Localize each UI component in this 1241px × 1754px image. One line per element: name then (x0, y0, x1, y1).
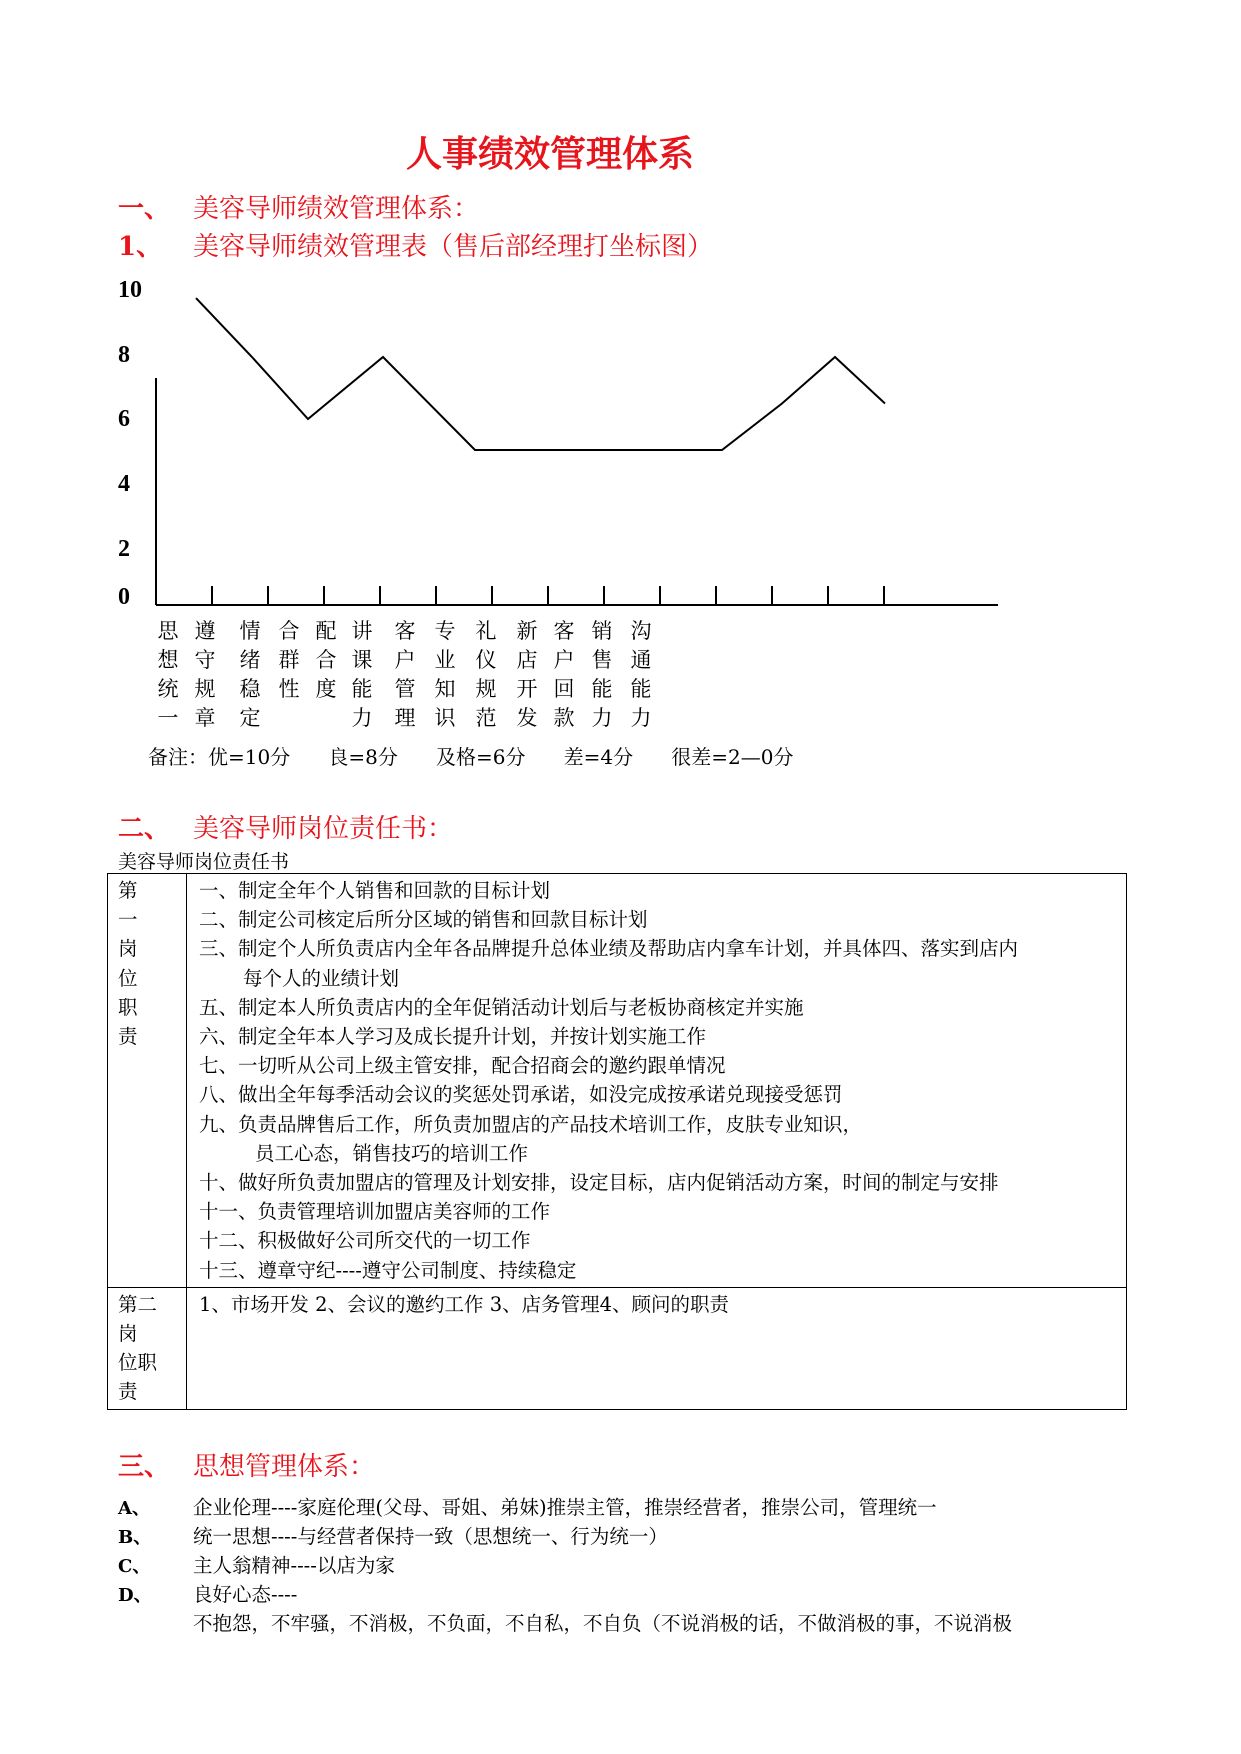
table-row (108, 1287, 1127, 1409)
section-3-number: 三、 (118, 1452, 171, 1482)
section-1-number: 一、 (118, 194, 171, 224)
x-tick-label (626, 617, 656, 733)
x-tick-label-char (274, 704, 304, 733)
x-tick-label-char: 力 (591, 706, 613, 730)
duty-item: 每个人的业绩计划 (243, 966, 400, 990)
row1-label-char: 第 (118, 879, 138, 902)
list-item-continuation: 不抱怨，不牢骚，不消极，不负面，不自私，不自负（不说消极的话，不做消极的事，不说消极 (193, 1612, 1013, 1635)
list-item-letter: D、 (118, 1585, 152, 1606)
y-tick-label: 0 (118, 584, 130, 610)
x-tick-label-char: 稳 (239, 677, 261, 701)
x-tick-label-char: 章 (194, 706, 216, 730)
x-tick-label-char: 一 (157, 706, 179, 730)
x-tick-label-char: 统 (157, 677, 179, 701)
x-tick-label-char: 客 (553, 619, 575, 643)
y-tick-label: 10 (118, 277, 142, 303)
x-tick-label-char: 款 (553, 706, 575, 730)
x-tick-label-char: 定 (239, 706, 261, 730)
x-tick-label (587, 617, 617, 733)
section-1-sub-title: 美容导师绩效管理表（售后部经理打坐标图） (193, 232, 714, 262)
duty-item: 十二、积极做好公司所交代的一切工作 (199, 1229, 531, 1253)
list-item (118, 1521, 668, 1549)
y-tick-label: 4 (118, 471, 130, 497)
x-tick-label (311, 617, 341, 733)
x-tick-label (153, 617, 183, 733)
y-tick-label: 2 (118, 536, 130, 562)
x-tick-label-char: 规 (475, 677, 497, 701)
x-tick-label-char: 通 (630, 648, 652, 672)
x-tick-label-char: 绪 (239, 648, 261, 672)
list-item-text: 统一思想----与经营者保持一致（思想统一、行为统一） (193, 1525, 668, 1548)
page-title: 人事绩效管理体系 (405, 133, 694, 175)
x-tick-label-char: 能 (591, 677, 613, 701)
duty-item: 九、负责品牌售后工作，所负责加盟店的产品技术培训工作，皮肤专业知识， (199, 1112, 863, 1136)
x-tick-label-char: 群 (278, 648, 300, 672)
x-tick-label-char: 发 (516, 706, 538, 730)
x-tick-label (235, 617, 265, 733)
x-tick-label-char: 户 (394, 648, 416, 672)
y-tick-label: 6 (118, 406, 130, 432)
duty-item: 十三、遵章守纪----遵守公司制度、持续稳定 (199, 1258, 577, 1282)
x-tick-label-char: 售 (591, 648, 613, 672)
x-tick-label-char: 力 (630, 706, 652, 730)
x-tick-label (274, 617, 304, 733)
duty-item: 五、制定本人所负责店内的全年促销活动计划后与老板协商核定并实施 (199, 995, 804, 1019)
x-tick-label-char: 课 (351, 648, 373, 672)
x-tick-label (190, 617, 220, 733)
x-tick-label-char: 度 (315, 677, 337, 701)
duty-item: 员工心态，销售技巧的培训工作 (255, 1141, 529, 1165)
x-tick-label-char: 讲 (351, 619, 373, 643)
x-tick-label (549, 617, 579, 733)
x-tick-label-char: 力 (351, 706, 373, 730)
list-item-letter: C、 (118, 1556, 151, 1577)
section-2-number: 二、 (118, 814, 171, 844)
x-tick-label-char: 思 (157, 619, 179, 643)
x-tick-label-char: 销 (591, 619, 613, 643)
x-tick-label (471, 617, 501, 733)
list-item-letter: B、 (118, 1527, 152, 1548)
x-tick-label-char: 礼 (475, 619, 497, 643)
x-tick-label-char: 遵 (194, 619, 216, 643)
section-3-title: 思想管理体系： (193, 1452, 376, 1482)
x-tick-label-char: 沟 (630, 619, 652, 643)
duty-item: 二、制定公司核定后所分区域的销售和回款目标计划 (199, 908, 648, 932)
row1-label-char: 岗 (118, 937, 138, 961)
x-tick-label-char: 开 (516, 677, 538, 701)
x-tick-label-char: 规 (194, 677, 216, 701)
x-tick-label-char: 范 (475, 706, 497, 730)
x-tick-label-char: 知 (434, 677, 456, 701)
x-tick-label-char: 客 (394, 619, 416, 643)
x-tick-label (512, 617, 542, 733)
section-2-heading (118, 808, 453, 845)
row1-content-cell (187, 874, 1127, 1288)
x-tick-label-char (311, 704, 341, 733)
x-tick-label-char: 新 (516, 619, 538, 643)
list-item-letter: A、 (118, 1498, 150, 1519)
x-tick-label-char: 专 (434, 619, 456, 643)
x-tick-label-char: 识 (434, 706, 456, 730)
x-tick-label (390, 617, 420, 733)
duty-table (107, 873, 1127, 1410)
score-note: 备注：优=10分 良=8分 及格=6分 差=4分 很差=2—0分 (148, 745, 794, 769)
x-tick-label-char: 能 (630, 677, 652, 701)
section-1-sub-number: 1、 (118, 232, 163, 262)
x-tick-label-char: 理 (394, 706, 416, 730)
table-row (108, 874, 1127, 1288)
row1-label-char: 职 (118, 995, 138, 1019)
x-tick-label-char: 仪 (475, 648, 497, 672)
duty-item: 十一、负责管理培训加盟店美容师的工作 (199, 1200, 551, 1224)
performance-line-chart (0, 0, 1241, 700)
duty-item: 十、做好所负责加盟店的管理及计划安排，设定目标，店内促销活动方案，时间的制定与安排 (199, 1171, 999, 1195)
section-3-heading (118, 1446, 375, 1483)
row2-label-line: 岗 (118, 1322, 138, 1346)
row2-duties: 1、市场开发 2、会议的邀约工作 3、店务管理4、顾问的职责 (199, 1292, 730, 1316)
y-tick-label: 8 (118, 342, 130, 368)
x-tick-label-char: 情 (239, 619, 261, 643)
row2-label-line: 位职 (118, 1351, 158, 1375)
x-tick-label-char: 能 (351, 677, 373, 701)
x-tick-label (347, 617, 377, 733)
list-item (118, 1550, 395, 1578)
row2-label-line: 责 (118, 1380, 138, 1404)
row1-label-char: 一 (118, 908, 138, 932)
x-tick-label-char: 管 (394, 677, 416, 701)
x-tick-label-char: 守 (194, 648, 216, 672)
x-tick-label-char: 回 (553, 677, 575, 701)
x-tick-label-char: 配 (315, 619, 337, 643)
x-tick-label (430, 617, 460, 733)
row1-label-char: 位 (118, 966, 138, 990)
row2-label-cell (108, 1287, 187, 1409)
list-item-text: 主人翁精神----以店为家 (193, 1554, 395, 1577)
x-tick-label-char: 想 (157, 648, 179, 672)
row2-label-line: 第二 (118, 1292, 158, 1316)
list-item (118, 1492, 937, 1520)
section-1-title: 美容导师绩效管理体系： (193, 194, 480, 224)
x-tick-label-char: 业 (434, 648, 456, 672)
x-tick-label-char: 户 (553, 648, 575, 672)
row2-content-cell (187, 1287, 1127, 1409)
duty-item: 八、做出全年每季活动会议的奖惩处罚承诺，如没完成按承诺兑现接受惩罚 (199, 1083, 843, 1107)
list-item-text: 良好心态---- (193, 1583, 298, 1606)
row1-label-cell (108, 874, 187, 1288)
series-line (196, 298, 885, 450)
x-tick-label-char: 性 (278, 677, 300, 701)
duty-item: 三、制定个人所负责店内全年各品牌提升总体业绩及帮助店内拿车计划，并具体四、落实到店内 (199, 937, 1019, 961)
x-tick-label-char: 合 (278, 619, 300, 643)
duty-item: 七、一切听从公司上级主管安排，配合招商会的邀约跟单情况 (199, 1054, 726, 1078)
list-item-text: 企业伦理----家庭伦理(父母、哥姐、弟妹)推崇主管，推崇经营者，推崇公司，管理统一 (193, 1496, 937, 1519)
duty-item: 六、制定全年本人学习及成长提升计划，并按计划实施工作 (199, 1025, 707, 1049)
table-caption: 美容导师岗位责任书 (118, 851, 290, 873)
x-tick-label-char: 店 (516, 648, 538, 672)
section-2-title: 美容导师岗位责任书： (193, 814, 454, 844)
x-tick-label-char: 合 (315, 648, 337, 672)
row1-label-char: 责 (118, 1025, 138, 1049)
duty-item: 一、制定全年个人销售和回款的目标计划 (199, 879, 551, 902)
list-item (118, 1579, 297, 1607)
